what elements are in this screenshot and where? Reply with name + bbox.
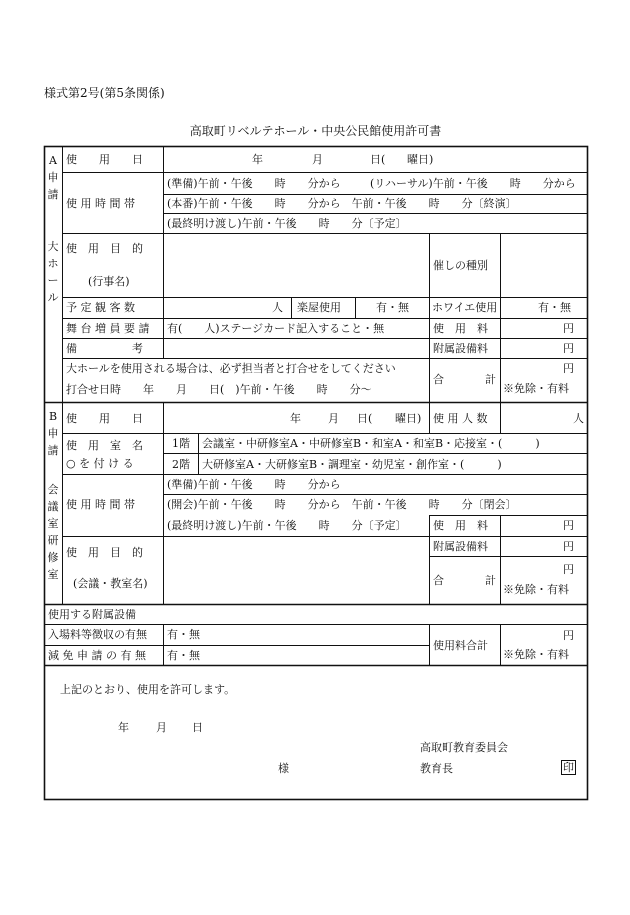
permit-date-day: 日 [192, 721, 203, 734]
b-time-open[interactable]: (開会)午前・午後 時 分から 午前・午後 時 分〔閉会〕 [167, 498, 517, 511]
a-fee-label: 使 用 料 [433, 322, 488, 335]
b-date-year: 年 [290, 412, 301, 425]
reduction-label: 減 免 申 請 の 有 無 [48, 649, 146, 662]
a-date-day: 日( [370, 153, 386, 166]
a-date-month: 月 [312, 153, 323, 166]
b-floor1-label: 1階 [172, 437, 190, 450]
seal-mark: 印 [563, 761, 574, 774]
a-stage-staff-label: 舞 台 増 員 要 請 [66, 322, 150, 335]
admission-value[interactable]: 有・無 [167, 628, 200, 641]
recipient-sama: 様 [278, 762, 289, 775]
b-room-label: 使 用 室 名 [66, 439, 143, 452]
b-purpose-sub: (会議・教室名) [73, 577, 148, 590]
b-floor2-label: 2階 [172, 458, 190, 471]
b-total-label-b: 計 [485, 574, 496, 587]
b-date-label: 使 用 日 [66, 412, 143, 425]
b-purpose-field[interactable] [165, 540, 425, 600]
b-equip-fee-unit[interactable]: 円 [563, 540, 574, 553]
form-title: 高取町リベルテホール・中央公民館使用許可書 [189, 124, 442, 138]
fee-total-note[interactable]: ※免除・有料 [503, 648, 569, 661]
b-date-month: 月 [328, 412, 339, 425]
permit-date-year: 年 [118, 721, 129, 734]
a-green-room-value[interactable]: 有・無 [376, 301, 409, 314]
b-equip-fee-label: 附属設備料 [433, 540, 488, 553]
a-time-rehearsal[interactable]: (リハーサル)午前・午後 時 分から [370, 177, 576, 190]
a-total-label-a: 合 [433, 373, 444, 386]
a-fee-unit[interactable]: 円 [563, 322, 574, 335]
a-time-main[interactable]: (本番)午前・午後 時 分から 午前・午後 時 分〔終演〕 [167, 197, 517, 210]
a-foyer-label: ホワイエ使用 [432, 301, 498, 314]
a-event-type-label: 催しの種別 [433, 259, 488, 272]
b-people-label: 使 用 人 数 [433, 412, 488, 425]
reduction-value[interactable]: 有・無 [167, 649, 200, 662]
a-purpose-sub: (行事名) [88, 275, 130, 288]
a-green-room-label: 楽屋使用 [297, 301, 341, 314]
permission-statement: 上記のとおり、使用を許可します。 [60, 683, 236, 696]
a-audience-label: 予 定 観 客 数 [66, 301, 135, 314]
b-fee-label: 使 用 料 [433, 519, 488, 532]
b-total-label-a: 合 [433, 574, 444, 587]
a-meeting-datetime[interactable]: 打合せ日時 年 月 日( )午前・午後 時 分～ [66, 383, 372, 396]
b-time-final[interactable]: (最終明け渡し)午前・午後 時 分〔予定〕 [167, 519, 407, 532]
issuer-name: 高取町教育委員会 [420, 741, 508, 754]
a-purpose-label: 使 用 目 的 [66, 242, 143, 255]
a-event-type-field[interactable] [503, 240, 583, 294]
b-floor1-rooms[interactable]: 会議室・中研修室A・中研修室B・和室A・和室B・応接室・( ) [202, 437, 540, 450]
b-purpose-label: 使 用 目 的 [66, 546, 143, 559]
b-total-note[interactable]: ※免除・有料 [503, 583, 569, 596]
section-b-rooms-label: 会議室研修室 [47, 483, 59, 581]
section-a-label: A申請 [47, 154, 59, 201]
a-total-unit[interactable]: 円 [563, 362, 574, 375]
a-stage-staff-value[interactable]: 有( 人)ステージカード記入すること・無 [167, 322, 385, 335]
a-time-prep[interactable]: (準備)午前・午後 時 分から [167, 177, 341, 190]
form-number: 様式第2号(第5条関係) [44, 86, 165, 100]
equipment-label: 使用する附属設備 [48, 608, 136, 621]
b-date-weekday: 曜日) [395, 412, 422, 425]
a-meeting-notice: 大ホールを使用される場合は、必ず担当者と打合せをしてください [66, 362, 396, 375]
b-total-unit[interactable]: 円 [563, 563, 574, 576]
a-total-label-b: 計 [485, 373, 496, 386]
a-date-year: 年 [252, 153, 263, 166]
admission-label: 入場料等徴収の有無 [48, 628, 147, 641]
a-date-weekday: 曜日) [407, 153, 434, 166]
b-time-label: 使 用 時 間 帯 [66, 498, 135, 511]
a-foyer-value[interactable]: 有・無 [538, 301, 571, 314]
section-b-label: B申請 [47, 410, 59, 457]
b-people-unit[interactable]: 人 [573, 412, 584, 425]
section-a-hall-label: 大ホール [47, 240, 59, 304]
a-time-final[interactable]: (最終明け渡し)午前・午後 時 分〔予定〕 [167, 217, 407, 230]
a-equip-fee-label: 附属設備料 [433, 342, 488, 355]
permit-date-month: 月 [156, 721, 167, 734]
a-audience-unit[interactable]: 人 [272, 301, 283, 314]
b-room-instruction: ○ を 付 け る [66, 457, 134, 470]
a-total-note[interactable]: ※免除・有料 [503, 382, 569, 395]
b-fee-unit[interactable]: 円 [563, 519, 574, 532]
a-time-label: 使 用 時 間 帯 [66, 197, 135, 210]
a-equip-fee-unit[interactable]: 円 [563, 342, 574, 355]
b-time-prep[interactable]: (準備)午前・午後 時 分から [167, 478, 341, 491]
a-purpose-field[interactable] [165, 240, 425, 294]
b-date-day: 日( [357, 412, 373, 425]
fee-total-unit[interactable]: 円 [563, 629, 574, 642]
a-date-label: 使 用 日 [66, 153, 143, 166]
fee-total-label: 使用料合計 [433, 639, 488, 652]
superintendent-label: 教育長 [420, 762, 453, 775]
a-notes-label: 備 考 [66, 342, 143, 355]
b-floor2-rooms[interactable]: 大研修室A・大研修室B・調理室・幼児室・創作室・( ) [202, 458, 502, 471]
